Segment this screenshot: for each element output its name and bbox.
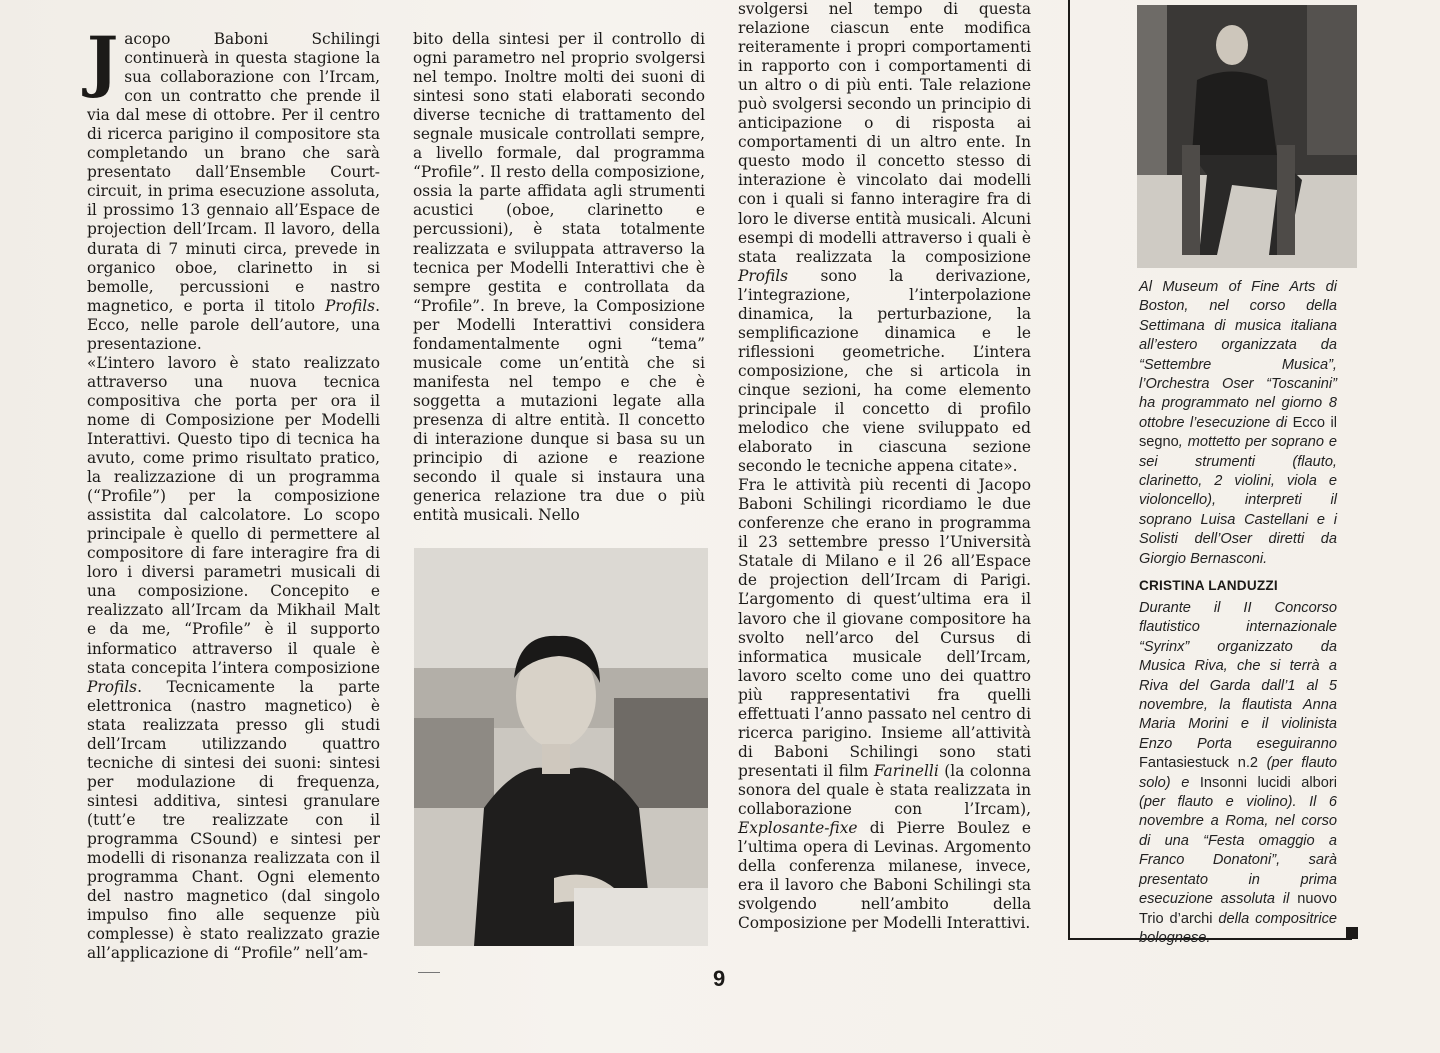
divider bbox=[418, 972, 440, 973]
work-title: Profils bbox=[325, 296, 376, 315]
article-column-3 bbox=[738, 0, 1031, 933]
article-column-1 bbox=[87, 22, 380, 963]
composer-photo-illustration bbox=[414, 548, 708, 946]
work-title: Insonni lucidi albori bbox=[1199, 774, 1338, 791]
article-paragraph-1: Jacopo Baboni Schilingi continuerà in questa stagione la sua collaborazione con l’Ircam, con un contratto che prende il via dal mese di ottobre. Per il centro di ricerca parigino il compositore sta completando un brano che sarà presentato dall’Ensemble Court-circuit, in prima esecuzione assoluta, il prossimo 13 gennaio all’Espace de projection dell’Ircam. Il lavoro, della durata di 7 minuti circa, prevede in organico oboe, clarinetto in si bemolle, percussioni e nastro magnetico, e porta il titolo Profils. Ecco, nelle parole dell’autore, una presentazione. bbox=[87, 22, 380, 353]
sidebar-heading: CRISTINA LANDUZZI bbox=[1139, 578, 1278, 593]
drop-cap: J bbox=[87, 22, 119, 100]
film-title: Farinelli bbox=[873, 761, 939, 780]
article-paragraph-3: bito della sintesi per il controllo di ogni parametro nel proprio svolgersi nel tempo. Inoltre molti dei suoni di sintesi sono stati elaborati secondo diverse tecniche di trattamento del segnale musicale controllati sempre, a livello formale, dal programma “Profile”. Il resto della composizione, ossia la parte affidata agli strumenti acustici (oboe, clarinetto e percussioni), è stata totalmente realizzata e sviluppata attraverso la tecnica per Modelli Interattivi che è sempre gestita e controllata da “Profile”. In breve, la Composizione per Modelli Interattivi considera fondamentalmente ogni “tema” musicale come un’entità che si manifesta nel tempo e che è soggetta a mutazioni legate alla presenza di altre entità. Il concetto di interazione dunque si basa su un principio di azione e reazione secondo il quale si instaura una generica relazione tra due o più entità musicali. Nello bbox=[413, 30, 705, 525]
photo-caption: Al Museum of Fine Arts di Boston, nel corso della Settimana di musica italiana all’estero organizzata da “Settembre Musica”, l’Orchestra Oser “Toscanini” ha programmato nel giorno 8 ottobre l’esecuzione di Ecco il segno, mottetto per soprano e sei strumenti (flauto, clarinetto, 2 violini, viola e violoncello), interpreti il soprano Luisa Castellani e i Solisti dell’Oser diretti da Giorgio Bernasconi. bbox=[1139, 279, 1337, 567]
work-title: Fantasiestuck n.2 bbox=[1139, 755, 1258, 772]
article-column-2 bbox=[413, 30, 705, 525]
work-title: nuovo Trio d’archi bbox=[1139, 891, 1337, 927]
work-title: Profils bbox=[87, 677, 138, 696]
composer-photo bbox=[414, 548, 708, 946]
sidebar-note: Durante il II Concorso flautistico internazionale “Syrinx” organizzato da Musica Riva, che si terrà a Riva del Garda dall’1 al 5 novembre, la flautista Anna Maria Morini e il violinista Enzo Porta eseguiranno Fantasiestuck n.2 (per flauto solo) e Insonni lucidi albori (per flauto e violino). Il 6 novembre a Roma, nel corso di una “Festa omaggio a Franco Donatoni”, sarà presentato in prima esecuzione assoluta il nuovo Trio d’archi della compositrice bolognese. bbox=[1139, 600, 1338, 946]
sidebar-photo-illustration bbox=[1137, 5, 1357, 268]
end-mark bbox=[1346, 927, 1358, 939]
work-title: Profils bbox=[738, 266, 789, 285]
work-title: Ecco il segno bbox=[1139, 414, 1337, 451]
page-number: 9 bbox=[713, 966, 726, 991]
work-title: Explosante-fixe bbox=[738, 819, 858, 838]
article-paragraph-4: svolgersi nel tempo di questa relazione ciascun ente modifica reiteramente i propri comportamenti in rapporto con i comportamenti di un altro o di più enti. Tale relazione può svolgersi secondo un principio di anticipazione o di risposta ai comportamenti di un altro ente. In questo modo il concetto stesso di interazione è vincolato dai modelli con i quali si fanno interagire fra di loro le diverse entità musicali. Alcuni esempi di modelli attraverso i quali è stata realizzata la composizione Profils sono la derivazione, l’integrazione, l’interpolazione dinamica, la perturbazione, la semplificazione dinamica e le riflessioni geometriche. L’intera composizione, che si articola in cinque sezioni, ha come elemento principale il concetto di profilo melodico che viene sviluppato ed elaborato in ciascuna sezione secondo le tecniche appena citate». bbox=[738, 0, 1031, 476]
article-paragraph-5: Fra le attività più recenti di Jacopo Baboni Schilingi ricordiamo le due conferenze che erano in programma il 23 settembre presso l’Università Statale di Milano e il 26 all’Espace de projection dell’Ircam di Parigi. L’argomento di quest’ultima era il lavoro che il giovane compositore ha svolto nell’arco del Cursus di informatica musicale dell’Ircam, lavoro scelto come uno dei quattro più rappresentativi fra quelli effettuati l’anno passato nel centro di ricerca parigino. Insieme all’attività di Baboni Schilingi sono stati presentati il film Farinelli (la colonna sonora del quale è stata realizzata in collaborazione con l’Ircam), Explosante-fixe di Pierre Boulez e l’ultima opera di Levinas. Argomento della conferenza milanese, invece, era il lavoro che Baboni Schilingi sta svolgendo nell’ambito della Composizione per Modelli Interattivi. bbox=[738, 476, 1031, 933]
article-paragraph-2: «L’intero lavoro è stato realizzato attraverso una nuova tecnica compositiva che porta per ora il nome di Composizione per Modelli Interattivi. Questo tipo di tecnica ha avuto, come primo risultato pratico, la realizzazione di un programma (“Profile”) per la composizione assistita dal calcolatore. Lo scopo principale è quello di permettere al compositore di fare interagire fra di loro i diversi parametri musicali di una composizione. Concepito e realizzato all’Ircam da Mikhail Malt e da me, “Profile” è il supporto informatico attraverso il quale è stata concepita l’intera composizione Profils. Tecnicamente la parte elettronica (nastro magnetico) è stata realizzata presso gli studi dell’Ircam utilizzando quattro tecniche di sintesi dei suoni: sintesi per modulazione di frequenza, sintesi additiva, sintesi granulare (tutt’e tre realizzate con il programma CSound) e sintesi per modelli di risonanza realizzata con il programma Chant. Ogni elemento del nastro magnetico (dal singolo impulso fino alle sequenze più complesse) è stato realizzato grazie all’applicazione di “Profile” nell’am- bbox=[87, 353, 380, 963]
sidebar-photo bbox=[1137, 5, 1357, 268]
